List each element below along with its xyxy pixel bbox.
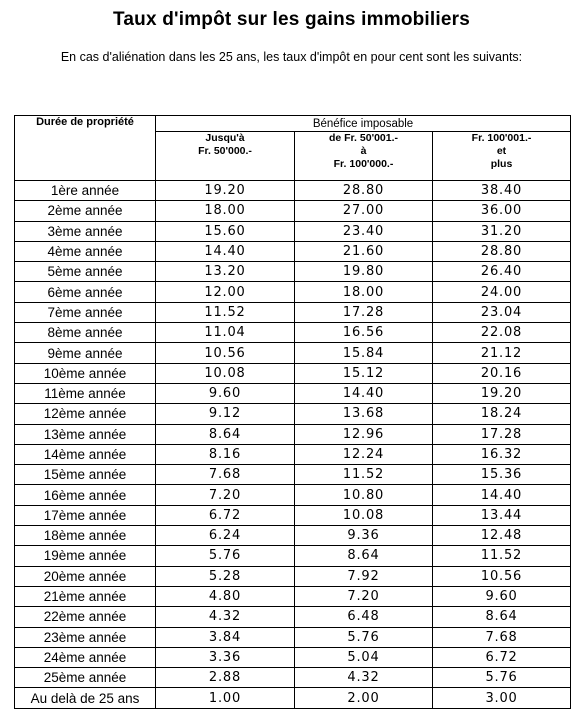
- duration-cell: 8ème année: [15, 323, 156, 343]
- rate-cell-50001-to-100000: 11.52: [295, 465, 433, 485]
- table-row: [15, 485, 571, 505]
- duration-cell: 23ème année: [15, 627, 156, 647]
- rate-cell-above-100001: 38.40: [433, 181, 571, 201]
- rate-cell-50001-to-100000: 5.76: [295, 627, 433, 647]
- rate-cell-50001-to-100000: 9.36: [295, 526, 433, 546]
- column-header-up-to-50000: [156, 132, 295, 181]
- rate-cell-above-100001: 31.20: [433, 221, 571, 241]
- duration-cell: 18ème année: [15, 526, 156, 546]
- rate-cell-up-to-50000: 8.16: [156, 444, 295, 464]
- rate-cell-up-to-50000: 9.60: [156, 383, 295, 403]
- rate-cell-above-100001: 19.20: [433, 383, 571, 403]
- rate-cell-above-100001: 9.60: [433, 586, 571, 606]
- rate-cell-up-to-50000: 1.00: [156, 688, 295, 708]
- rate-cell-up-to-50000: 4.32: [156, 607, 295, 627]
- rate-cell-50001-to-100000: 15.84: [295, 343, 433, 363]
- rate-cell-50001-to-100000: 10.08: [295, 505, 433, 525]
- rate-cell-above-100001: 13.44: [433, 505, 571, 525]
- rate-cell-above-100001: 7.68: [433, 627, 571, 647]
- table-row: [15, 546, 571, 566]
- rate-cell-50001-to-100000: 21.60: [295, 241, 433, 261]
- table-row: [15, 201, 571, 221]
- duration-cell: 11ème année: [15, 383, 156, 403]
- rate-cell-up-to-50000: 7.68: [156, 465, 295, 485]
- rate-cell-above-100001: 14.40: [433, 485, 571, 505]
- rate-cell-50001-to-100000: 12.24: [295, 444, 433, 464]
- rate-cell-above-100001: 36.00: [433, 201, 571, 221]
- rate-cell-50001-to-100000: 14.40: [295, 383, 433, 403]
- rate-cell-up-to-50000: 6.72: [156, 505, 295, 525]
- rate-cell-above-100001: 15.36: [433, 465, 571, 485]
- rate-cell-up-to-50000: 7.20: [156, 485, 295, 505]
- header-line: Jusqu'à: [205, 132, 245, 144]
- rate-cell-above-100001: 6.72: [433, 647, 571, 667]
- table-row: [15, 444, 571, 464]
- table-row: [15, 343, 571, 363]
- table-row: [15, 505, 571, 525]
- rate-cell-up-to-50000: 11.52: [156, 302, 295, 322]
- table-row: [15, 424, 571, 444]
- duration-cell: 12ème année: [15, 404, 156, 424]
- rate-cell-up-to-50000: 4.80: [156, 586, 295, 606]
- rate-cell-above-100001: 3.00: [433, 688, 571, 708]
- page-title: Taux d'impôt sur les gains immobiliers: [112, 9, 470, 30]
- duration-cell: 5ème année: [15, 262, 156, 282]
- rate-cell-above-100001: 10.56: [433, 566, 571, 586]
- rate-cell-above-100001: 18.24: [433, 404, 571, 424]
- rate-cell-up-to-50000: 19.20: [156, 181, 295, 201]
- rate-cell-above-100001: 28.80: [433, 241, 571, 261]
- rate-cell-50001-to-100000: 8.64: [295, 546, 433, 566]
- rate-cell-up-to-50000: 2.88: [156, 668, 295, 688]
- table-row: [15, 282, 571, 302]
- table-row: [15, 627, 571, 647]
- page-subtitle: En cas d'aliénation dans les 25 ans, les taux d'impôt en pour cent sont les suivants:: [60, 50, 523, 64]
- table-row: [15, 221, 571, 241]
- table-row: [15, 262, 571, 282]
- taxable-profit-header: Bénéfice imposable: [156, 116, 571, 132]
- rate-cell-50001-to-100000: 6.48: [295, 607, 433, 627]
- duration-cell: 9ème année: [15, 343, 156, 363]
- duration-header: Durée de propriété: [15, 116, 156, 181]
- rate-cell-up-to-50000: 6.24: [156, 526, 295, 546]
- rate-cell-up-to-50000: 10.08: [156, 363, 295, 383]
- rate-cell-50001-to-100000: 28.80: [295, 181, 433, 201]
- rate-cell-above-100001: 5.76: [433, 668, 571, 688]
- table-row: [15, 566, 571, 586]
- table-row: [15, 668, 571, 688]
- rate-cell-50001-to-100000: 18.00: [295, 282, 433, 302]
- table-row: [15, 383, 571, 403]
- rate-cell-up-to-50000: 10.56: [156, 343, 295, 363]
- header-line: et: [496, 145, 507, 157]
- rate-cell-50001-to-100000: 16.56: [295, 323, 433, 343]
- column-header-50001-to-100000: [295, 132, 433, 181]
- duration-cell: 1ère année: [15, 181, 156, 201]
- duration-cell: 24ème année: [15, 647, 156, 667]
- rate-cell-above-100001: 24.00: [433, 282, 571, 302]
- rate-cell-50001-to-100000: 27.00: [295, 201, 433, 221]
- rate-cell-above-100001: 23.04: [433, 302, 571, 322]
- duration-cell: 15ème année: [15, 465, 156, 485]
- header-line: Fr. 50'000.-: [198, 145, 252, 157]
- rate-cell-50001-to-100000: 4.32: [295, 668, 433, 688]
- rate-cell-up-to-50000: 11.04: [156, 323, 295, 343]
- header-line: Fr. 100'000.-: [333, 158, 394, 170]
- table-row: [15, 404, 571, 424]
- table-body: [15, 181, 571, 709]
- column-header-above-100001: [433, 132, 571, 181]
- duration-cell: 17ème année: [15, 505, 156, 525]
- rate-cell-up-to-50000: 3.84: [156, 627, 295, 647]
- table-row: [15, 465, 571, 485]
- rate-cell-50001-to-100000: 10.80: [295, 485, 433, 505]
- rate-cell-50001-to-100000: 2.00: [295, 688, 433, 708]
- rate-cell-up-to-50000: 9.12: [156, 404, 295, 424]
- duration-cell: 14ème année: [15, 444, 156, 464]
- rate-cell-above-100001: 16.32: [433, 444, 571, 464]
- rate-cell-up-to-50000: 8.64: [156, 424, 295, 444]
- header-line: Fr. 100'001.-: [471, 132, 532, 144]
- rate-cell-above-100001: 8.64: [433, 607, 571, 627]
- duration-cell: Au delà de 25 ans: [15, 688, 156, 708]
- duration-cell: 10ème année: [15, 363, 156, 383]
- rate-cell-50001-to-100000: 23.40: [295, 221, 433, 241]
- table-row: [15, 647, 571, 667]
- rate-cell-up-to-50000: 13.20: [156, 262, 295, 282]
- rate-cell-up-to-50000: 5.76: [156, 546, 295, 566]
- rate-cell-above-100001: 22.08: [433, 323, 571, 343]
- table-row: [15, 586, 571, 606]
- rate-cell-50001-to-100000: 15.12: [295, 363, 433, 383]
- duration-cell: 21ème année: [15, 586, 156, 606]
- rate-cell-up-to-50000: 15.60: [156, 221, 295, 241]
- rate-cell-above-100001: 11.52: [433, 546, 571, 566]
- duration-cell: 13ème année: [15, 424, 156, 444]
- rate-cell-above-100001: 20.16: [433, 363, 571, 383]
- rate-cell-50001-to-100000: 12.96: [295, 424, 433, 444]
- rate-cell-50001-to-100000: 7.92: [295, 566, 433, 586]
- header-line: à: [360, 145, 367, 157]
- duration-cell: 20ème année: [15, 566, 156, 586]
- rate-cell-above-100001: 12.48: [433, 526, 571, 546]
- table-row: [15, 302, 571, 322]
- duration-cell: 2ème année: [15, 201, 156, 221]
- rate-cell-up-to-50000: 12.00: [156, 282, 295, 302]
- rate-cell-above-100001: 26.40: [433, 262, 571, 282]
- rate-cell-up-to-50000: 14.40: [156, 241, 295, 261]
- duration-cell: 25ème année: [15, 668, 156, 688]
- rate-cell-above-100001: 17.28: [433, 424, 571, 444]
- table-row: [15, 526, 571, 546]
- table-row: [15, 363, 571, 383]
- duration-cell: 4ème année: [15, 241, 156, 261]
- rate-cell-50001-to-100000: 5.04: [295, 647, 433, 667]
- table-row: [15, 323, 571, 343]
- rate-cell-50001-to-100000: 17.28: [295, 302, 433, 322]
- tax-rate-table: [14, 115, 571, 709]
- duration-cell: 19ème année: [15, 546, 156, 566]
- rate-cell-up-to-50000: 3.36: [156, 647, 295, 667]
- rate-cell-50001-to-100000: 7.20: [295, 586, 433, 606]
- duration-cell: 22ème année: [15, 607, 156, 627]
- rate-cell-50001-to-100000: 19.80: [295, 262, 433, 282]
- duration-cell: 3ème année: [15, 221, 156, 241]
- duration-cell: 6ème année: [15, 282, 156, 302]
- table-row: [15, 181, 571, 201]
- duration-cell: 7ème année: [15, 302, 156, 322]
- table-row: [15, 241, 571, 261]
- header-line: de Fr. 50'001.-: [328, 132, 399, 144]
- rate-cell-50001-to-100000: 13.68: [295, 404, 433, 424]
- table-row: [15, 607, 571, 627]
- rate-cell-above-100001: 21.12: [433, 343, 571, 363]
- rate-cell-up-to-50000: 5.28: [156, 566, 295, 586]
- header-line: plus: [490, 158, 513, 170]
- duration-cell: 16ème année: [15, 485, 156, 505]
- table-row: [15, 688, 571, 708]
- rate-cell-up-to-50000: 18.00: [156, 201, 295, 221]
